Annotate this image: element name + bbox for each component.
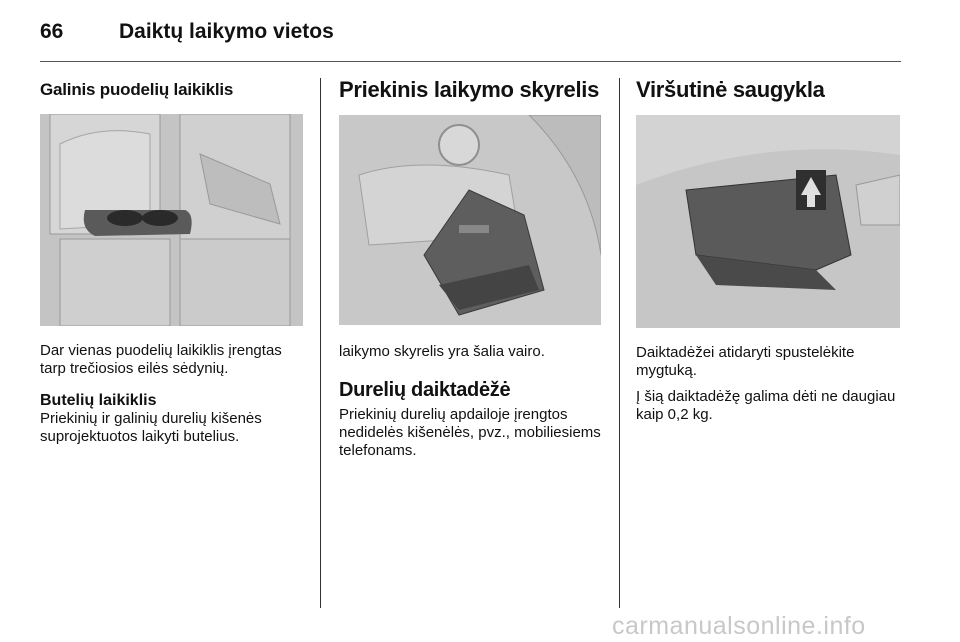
- paragraph: Daiktadėžei atidaryti spustelėkite mygtuką.: [636, 344, 855, 379]
- sub-heading: Butelių laikiklis: [40, 392, 157, 409]
- header-rule: [40, 61, 901, 62]
- watermark: carmanualsonline.info: [612, 612, 866, 640]
- page-title: Daiktų laikymo vietos: [119, 20, 334, 43]
- paragraph: Priekinių ir galinių durelių kišenės suprojektuotos laikyti butelius.: [40, 410, 262, 445]
- section-heading: Priekinis laikymo skyrelis: [339, 77, 600, 102]
- page-header: [0, 0, 960, 60]
- section-heading: Durelių daiktadėžė: [339, 379, 511, 401]
- paragraph: Priekinių durelių apdailoje įrengtos nedidelės kišenėlės, pvz., mobiliesiems telefonams.: [339, 406, 601, 459]
- column-rear-cup-holder: [40, 70, 305, 446]
- column-divider: [619, 78, 620, 608]
- overhead-storage-illustration: [636, 115, 900, 328]
- paragraph: Į šią daiktadėžę galima dėti ne daugiau kaip 0,2 kg.: [636, 388, 896, 423]
- paragraph: laikymo skyrelis yra šalia vairo.: [339, 343, 545, 360]
- front-storage-compartment-illustration: [339, 115, 601, 325]
- column-front-storage: [339, 70, 604, 460]
- rear-cup-holder-illustration: [40, 114, 303, 326]
- page-number: 66: [40, 20, 64, 43]
- section-heading: Galinis puodelių laikiklis: [40, 80, 234, 99]
- column-divider: [320, 78, 321, 608]
- section-heading: Viršutinė saugykla: [636, 77, 825, 102]
- column-overhead-storage: [636, 70, 901, 424]
- paragraph: Dar vienas puodelių laikiklis įrengtas tarp trečiosios eilės sėdynių.: [40, 342, 282, 377]
